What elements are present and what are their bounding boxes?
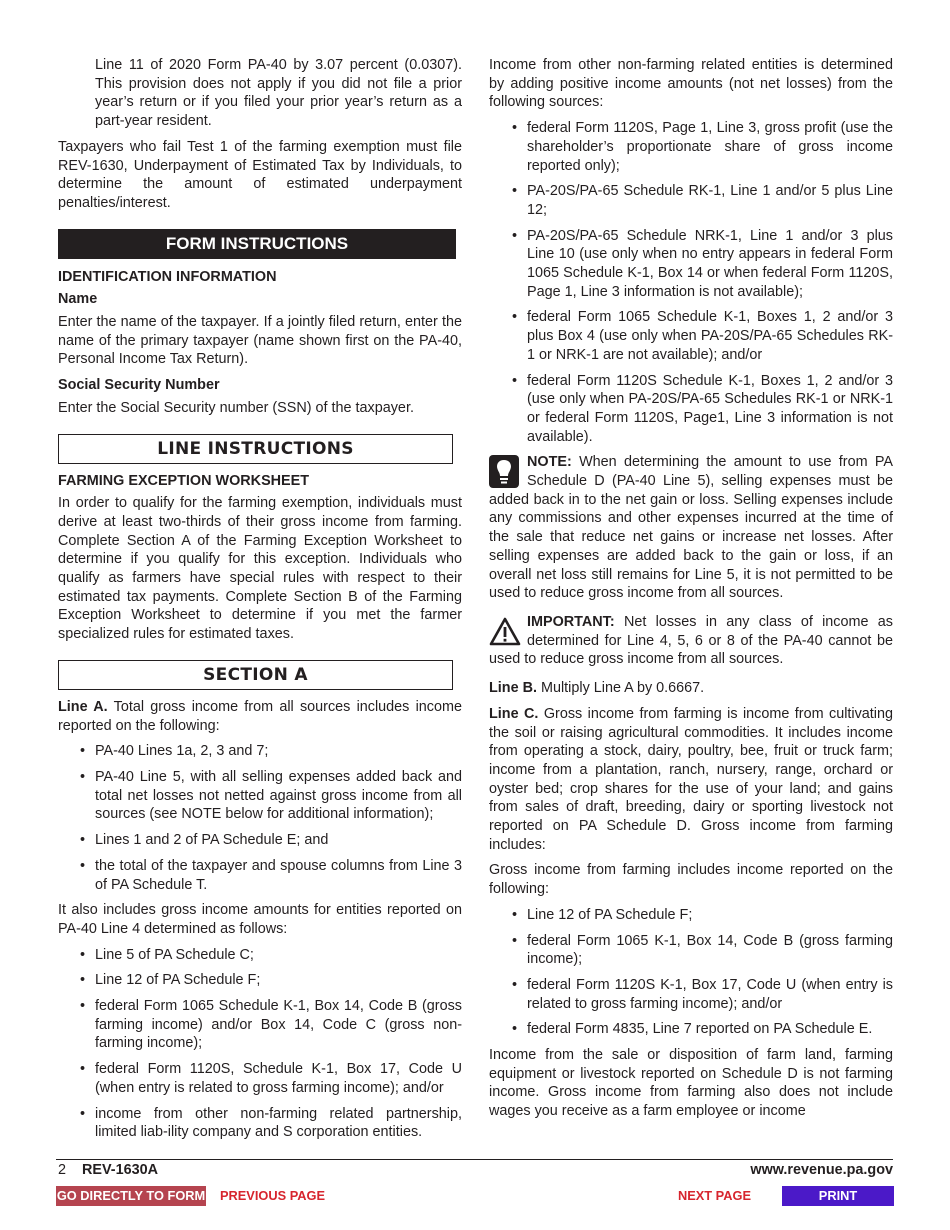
left-column [58,56,462,1149]
other-entities-list [489,119,893,446]
line-c-label: Line C. [489,705,539,722]
next-page-button[interactable]: NEXT PAGE [678,1188,752,1203]
important-label: IMPORTANT: [527,613,615,630]
list-item: • federal Form 1120S, Schedule K-1, Box 17, Code U (when entry is related to gross farming income); and/or [80,1060,462,1097]
name-heading: Name [58,291,98,308]
sale-paragraph: Income from the sale or disposition of farm land, farming equipment or livestock reported on Schedule D is not farming income. Gross income from farming also does not include wages you receive as a farm employee or income [489,1047,893,1120]
list-item: • PA-40 Line 5, with all selling expenses added back and total net losses not netted against gross income from all sources (see NOTE below for additional information); [80,768,462,824]
ssn-heading: Social Security Number [58,377,220,394]
important-block [489,613,893,669]
list-item: • federal Form 1120S K-1, Box 17, Code U (when entry is related to gross farming income); and/or [512,976,893,1013]
line-b-label: Line B. [489,680,537,697]
list-item: • PA-20S/PA-65 Schedule RK-1, Line 1 and/or 5 plus Line 12; [512,182,893,219]
note-text: When determining the amount to use from PA Schedule D (PA-40 Line 5), selling expenses must be added back in to the net gain or loss. Selling expenses include any commissions and other expenses incurred at the time of the sale that reduce net gains or increase net losses. After selling expenses are added back to the gain or loss, if an overall net loss still remains for Line 5, it is not permitted to be used to reduce gross income from all sources. [489,454,893,602]
list-item: • the total of the taxpayer and spouse columns from Line 3 of PA Schedule T. [80,857,462,894]
note-label: NOTE: [527,454,572,471]
list-item: • federal Form 1065 K-1, Box 14, Code B (gross farming income); [512,932,893,969]
list-item: • federal Form 1065 Schedule K-1, Boxes 1, 2 and/or 3 plus Box 4 (use only when PA-20S/PA-65 Schedules RK-1 or NRK-1 are not available); and/or [512,308,893,364]
line-a-paragraph [58,698,462,735]
previous-page-button[interactable]: PREVIOUS PAGE [220,1188,326,1203]
list-item: • federal Form 1120S, Page 1, Line 3, gross profit (use the shareholder’s proportionate share of gross income reported only); [512,119,893,175]
gross-paragraph: Gross income from farming includes income reported on the following: [489,862,893,898]
list-item: • PA-20S/PA-65 Schedule NRK-1, Line 1 and/or 3 plus Line 10 (use only when no entry appears in federal Form 1065 Schedule K-1, Box 14 or when federal Form 1120S, Page 1, Line 3 information is not available); [512,227,893,302]
line-a-label: Line A. [58,698,108,715]
line-b-paragraph [489,679,893,698]
form-code: REV-1630A [82,1162,159,1178]
note-paragraph [489,453,893,603]
entity-list [58,946,462,1142]
gross-farming-list [489,906,893,1039]
line-c-text: Gross income from farming is income from cultivating the soil or raising agricultural commodities. It includes income from operating a stock, dairy, poultry, bee, fruit or truck farm; income from a plantation, ranch, nursery, range, orchard or oyster bed; crop shares for the use of your land; and gains from sales of draft, breeding, dairy or sporting livestock not reported on PA Schedule D. Gross income from farming includes: [489,705,893,853]
print-button[interactable]: PRINT [782,1186,894,1206]
line-a-text: Total gross income from all sources includes income reported on the following: [58,698,462,734]
ssn-paragraph: Enter the Social Security number (SSN) of the taxpayer. [58,399,414,416]
other-entities-paragraph: Income from other non-farming related entities is determined by adding positive income amounts (not net losses) from the following sources: [489,57,893,111]
intro-paragraph: Line 11 of 2020 Form PA-40 by 3.07 percent (0.0307). This provision does not apply if you did not file a prior year’s return or if you filed your prior year’s return as a part-year resident. [95,57,462,130]
go-directly-to-form-button[interactable]: GO DIRECTLY TO FORM [56,1186,206,1206]
line-a-list [58,742,462,894]
warning-icon [489,615,521,649]
line-c-paragraph [489,705,893,855]
important-paragraph [489,613,893,669]
list-item: • federal Form 1065 Schedule K-1, Box 14, Code B (gross farming income) and/or Box 14, Code C (gross non-farming income); [80,997,462,1053]
list-item: • income from other non-farming related partnership, limited liab-ility company and S corporation entities. [80,1105,462,1142]
identification-heading: IDENTIFICATION INFORMATION [58,268,277,285]
lightbulb-icon [489,455,521,489]
line-instructions-banner: LINE INSTRUCTIONS [58,434,453,464]
farming-worksheet-heading: FARMING EXCEPTION WORKSHEET [58,472,310,489]
page-number: 2 [58,1162,67,1178]
section-a-banner: SECTION A [58,660,453,690]
note-block [489,453,893,603]
footer-rule [56,1159,893,1160]
list-item: • Line 12 of PA Schedule F; [512,906,893,925]
list-item: • federal Form 4835, Line 7 reported on PA Schedule E. [512,1020,893,1039]
line-b-text: Multiply Line A by 0.6667. [536,680,705,697]
list-item: • Lines 1 and 2 of PA Schedule E; and [80,831,462,850]
farming-paragraph: In order to qualify for the farming exemption, individuals must derive at least two-thirds of their gross income from farming. Complete Section A of the Farming Exception Worksheet to determine if you qualify for this exception. Individuals who qualify as farmers have special rules with respect to their estimated tax payments. Complete Section B of the Farming Exception Worksheet to determine if you met the farmer specialized rules for estimated taxes. [58,495,462,643]
test1-paragraph: Taxpayers who fail Test 1 of the farming exemption must file REV-1630, Underpayment of Estimated Tax by Individuals, to determine the amount of estimated underpayment penalties/interest. [58,138,462,211]
form-instructions-banner: FORM INSTRUCTIONS [58,229,456,259]
right-column [489,56,893,1128]
also-paragraph: It also includes gross income amounts for entities reported on PA-40 Line 4 determined as follows: [58,902,462,937]
important-text: Net losses in any class of income as determined for Line 4, 5, 6 or 8 of the PA-40 cannot be used to reduce gross income from all sources. [489,613,893,668]
list-item: • federal Form 1120S Schedule K-1, Boxes 1, 2 and/or 3 (use only when PA-20S/PA-65 Schedules RK-1 or NRK-1 or federal Form 1120S, Page1, Line 3 information is not available). [512,372,893,447]
list-item: • Line 5 of PA Schedule C; [80,946,462,965]
name-paragraph: Enter the name of the taxpayer. If a jointly filed return, enter the name of the primary taxpayer (name shown first on the PA-40, Personal Income Tax Return). [58,314,462,368]
website-link[interactable]: www.revenue.pa.gov [750,1162,893,1178]
footer-left [58,1161,158,1180]
list-item: • PA-40 Lines 1a, 2, 3 and 7; [80,742,462,761]
list-item: • Line 12 of PA Schedule F; [80,971,462,990]
